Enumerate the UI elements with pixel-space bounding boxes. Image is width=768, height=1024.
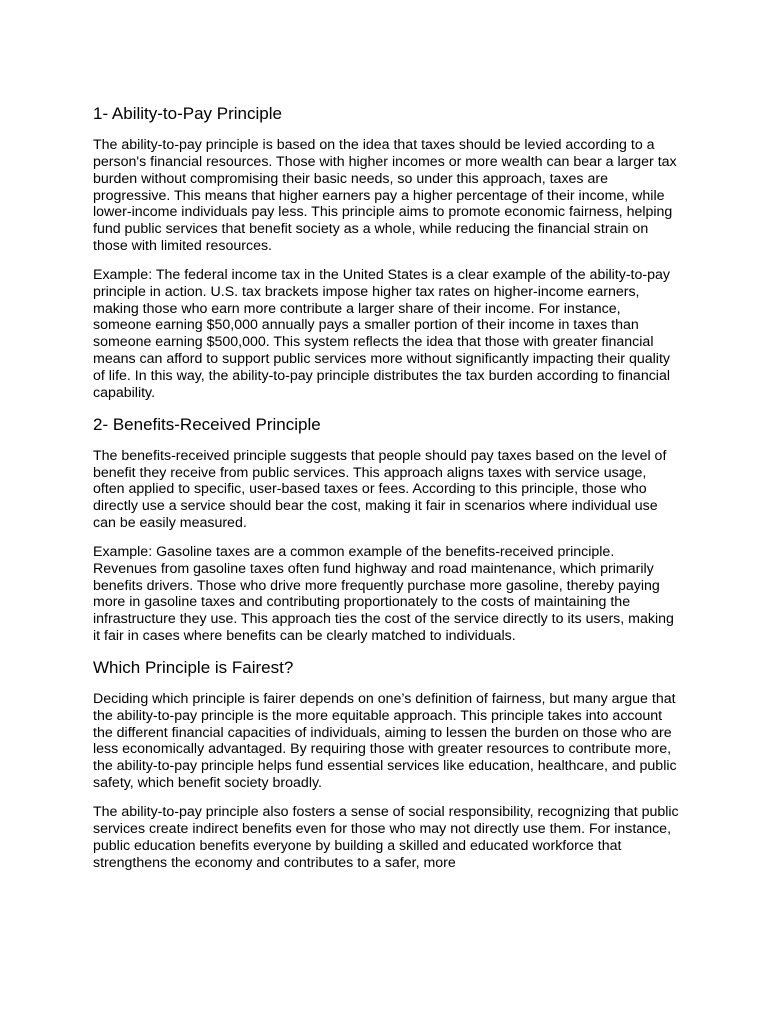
section-heading-benefits-received: 2- Benefits-Received Principle	[93, 414, 321, 434]
paragraph-benefits-received-example: Example: Gasoline taxes are a common example of the benefits-received principle. Revenues from gasoline taxes often fund highway and road maintenance, which primarily benefits drivers. Those who drive more frequently purchase more gasoline, thereby paying more in gasoline taxes and contributing proportionately to the costs of maintaining the infrastructure they use. This approach ties the cost of the service directly to its users, making it fair in cases where benefits can be clearly matched to individuals.	[93, 543, 674, 645]
section-heading-ability-to-pay: 1- Ability-to-Pay Principle	[93, 104, 282, 123]
section-heading-fairest-principle: Which Principle is Fairest?	[93, 657, 294, 677]
document-page	[93, 103, 679, 883]
paragraph-social-responsibility: The ability-to-pay principle also fosters a sense of social responsibility, recognizing that public services create indirect benefits even for those who may not directly use them. For instance, public education benefits everyone by building a skilled and educated workforce that strengthens the economy and contributes to a safer, more	[93, 804, 679, 871]
paragraph-benefits-received-definition: The benefits-received principle suggests that people should pay taxes based on the level of benefit they receive from public services. This approach aligns taxes with service usage, often applied to specific, user-based taxes or fees. According to this principle, those who directly use a service should bear the cost, making it fair in scenarios where individual use can be easily measured.	[93, 447, 667, 532]
paragraph-ability-to-pay-example: Example: The federal income tax in the United States is a clear example of the ability-to-pay principle in action. U.S. tax brackets impose higher tax rates on higher-income earners, making those who earn more contribute a larger share of their income. For instance, someone earning $50,000 annually pays a smaller portion of their income in taxes than someone earning $500,000. This system reflects the idea that those with greater financial means can afford to support public services more without significantly impacting their quality of life. In this way, the ability-to-pay principle distributes the tax burden according to financial capability.	[93, 266, 670, 401]
paragraph-fairness-argument: Deciding which principle is fairer depends on one’s definition of fairness, but many argue that the ability-to-pay principle is the more equitable approach. This principle takes into account the different financial capacities of individuals, aiming to lessen the burden on those who are less economically advantaged. By requiring those with greater resources to contribute more, the ability-to-pay principle helps fund essential services like education, healthcare, and public safety, which benefit society broadly.	[93, 690, 677, 792]
paragraph-ability-to-pay-definition: The ability-to-pay principle is based on the idea that taxes should be levied according to a person's financial resources. Those with higher incomes or more wealth can bear a larger tax burden without compromising their basic needs, so under this approach, taxes are progressive. This means that higher earners pay a higher percentage of their income, while lower-income individuals pay less. This principle aims to promote economic fairness, helping fund public services that benefit society as a whole, while reducing the financial strain on those with limited resources.	[93, 137, 677, 255]
